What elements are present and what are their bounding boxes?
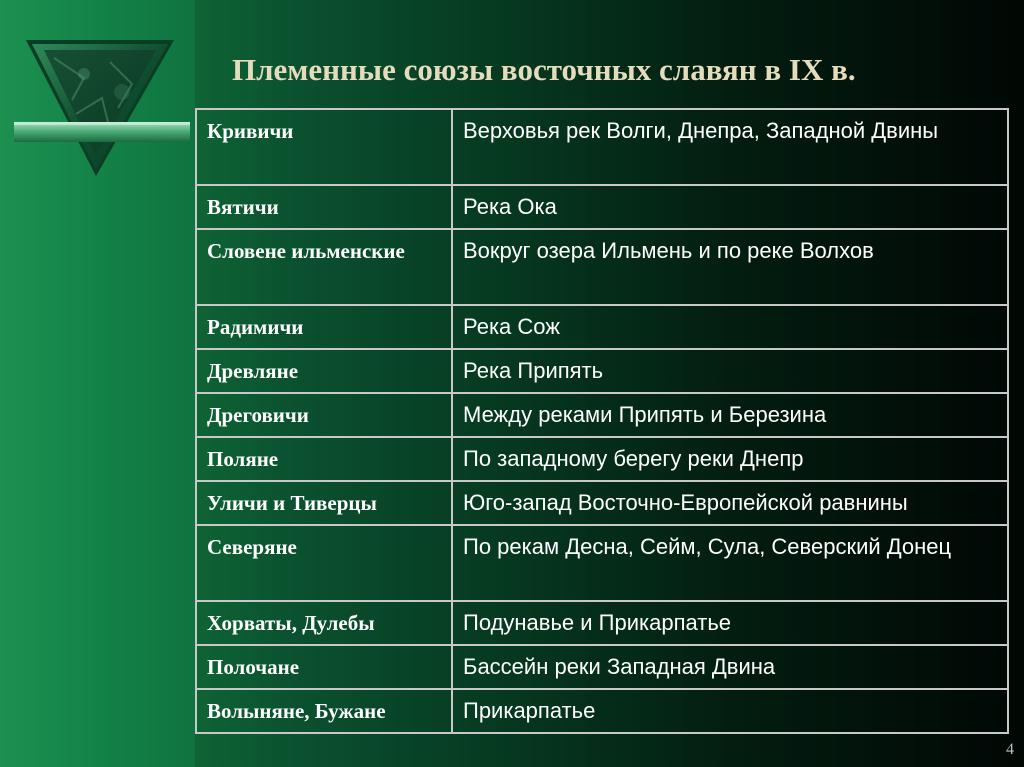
- tribe-name-cell: Вятичи: [196, 185, 452, 229]
- region-cell: Верховья рек Волги, Днепра, Западной Двины: [452, 109, 1008, 185]
- tribe-name-cell: Уличи и Тиверцы: [196, 481, 452, 525]
- table-row: [196, 229, 1008, 305]
- tribe-name-cell: Дреговичи: [196, 393, 452, 437]
- region-cell: Река Ока: [452, 185, 1008, 229]
- tribe-name-cell: Северяне: [196, 525, 452, 601]
- table-row: [196, 601, 1008, 645]
- region-cell: Подунавье и Прикарпатье: [452, 601, 1008, 645]
- region-cell: Вокруг озера Ильмень и по реке Волхов: [452, 229, 1008, 305]
- tribal-unions-table: [195, 108, 1009, 734]
- tribe-name-cell: Радимичи: [196, 305, 452, 349]
- region-cell: Бассейн реки Западная Двина: [452, 645, 1008, 689]
- region-cell: По рекам Десна, Сейм, Сула, Северский Донец: [452, 525, 1008, 601]
- region-cell: Река Сож: [452, 305, 1008, 349]
- region-cell: По западному берегу реки Днепр: [452, 437, 1008, 481]
- tribe-name-cell: Хорваты, Дулебы: [196, 601, 452, 645]
- table-row: [196, 185, 1008, 229]
- table-row: [196, 349, 1008, 393]
- table-row: [196, 109, 1008, 185]
- table-row: [196, 305, 1008, 349]
- table-row: [196, 689, 1008, 733]
- tribe-name-cell: Словене ильменские: [196, 229, 452, 305]
- region-cell: Река Припять: [452, 349, 1008, 393]
- tribe-name-cell: Полочане: [196, 645, 452, 689]
- region-cell: Прикарпатье: [452, 689, 1008, 733]
- tribe-name-cell: Кривичи: [196, 109, 452, 185]
- table-row: [196, 393, 1008, 437]
- table-row: [196, 645, 1008, 689]
- region-cell: Между реками Припять и Березина: [452, 393, 1008, 437]
- tribe-name-cell: Поляне: [196, 437, 452, 481]
- green-marble-triangle-icon: [14, 38, 190, 180]
- table-row: [196, 525, 1008, 601]
- region-cell: Юго-запад Восточно-Европейской равнины: [452, 481, 1008, 525]
- tribe-name-cell: Древляне: [196, 349, 452, 393]
- table-row: [196, 437, 1008, 481]
- page-title: Племенные союзы восточных славян в IX в.: [232, 52, 856, 87]
- tribe-name-cell: Волыняне, Бужане: [196, 689, 452, 733]
- table-row: [196, 481, 1008, 525]
- page-number: 4: [1006, 741, 1014, 758]
